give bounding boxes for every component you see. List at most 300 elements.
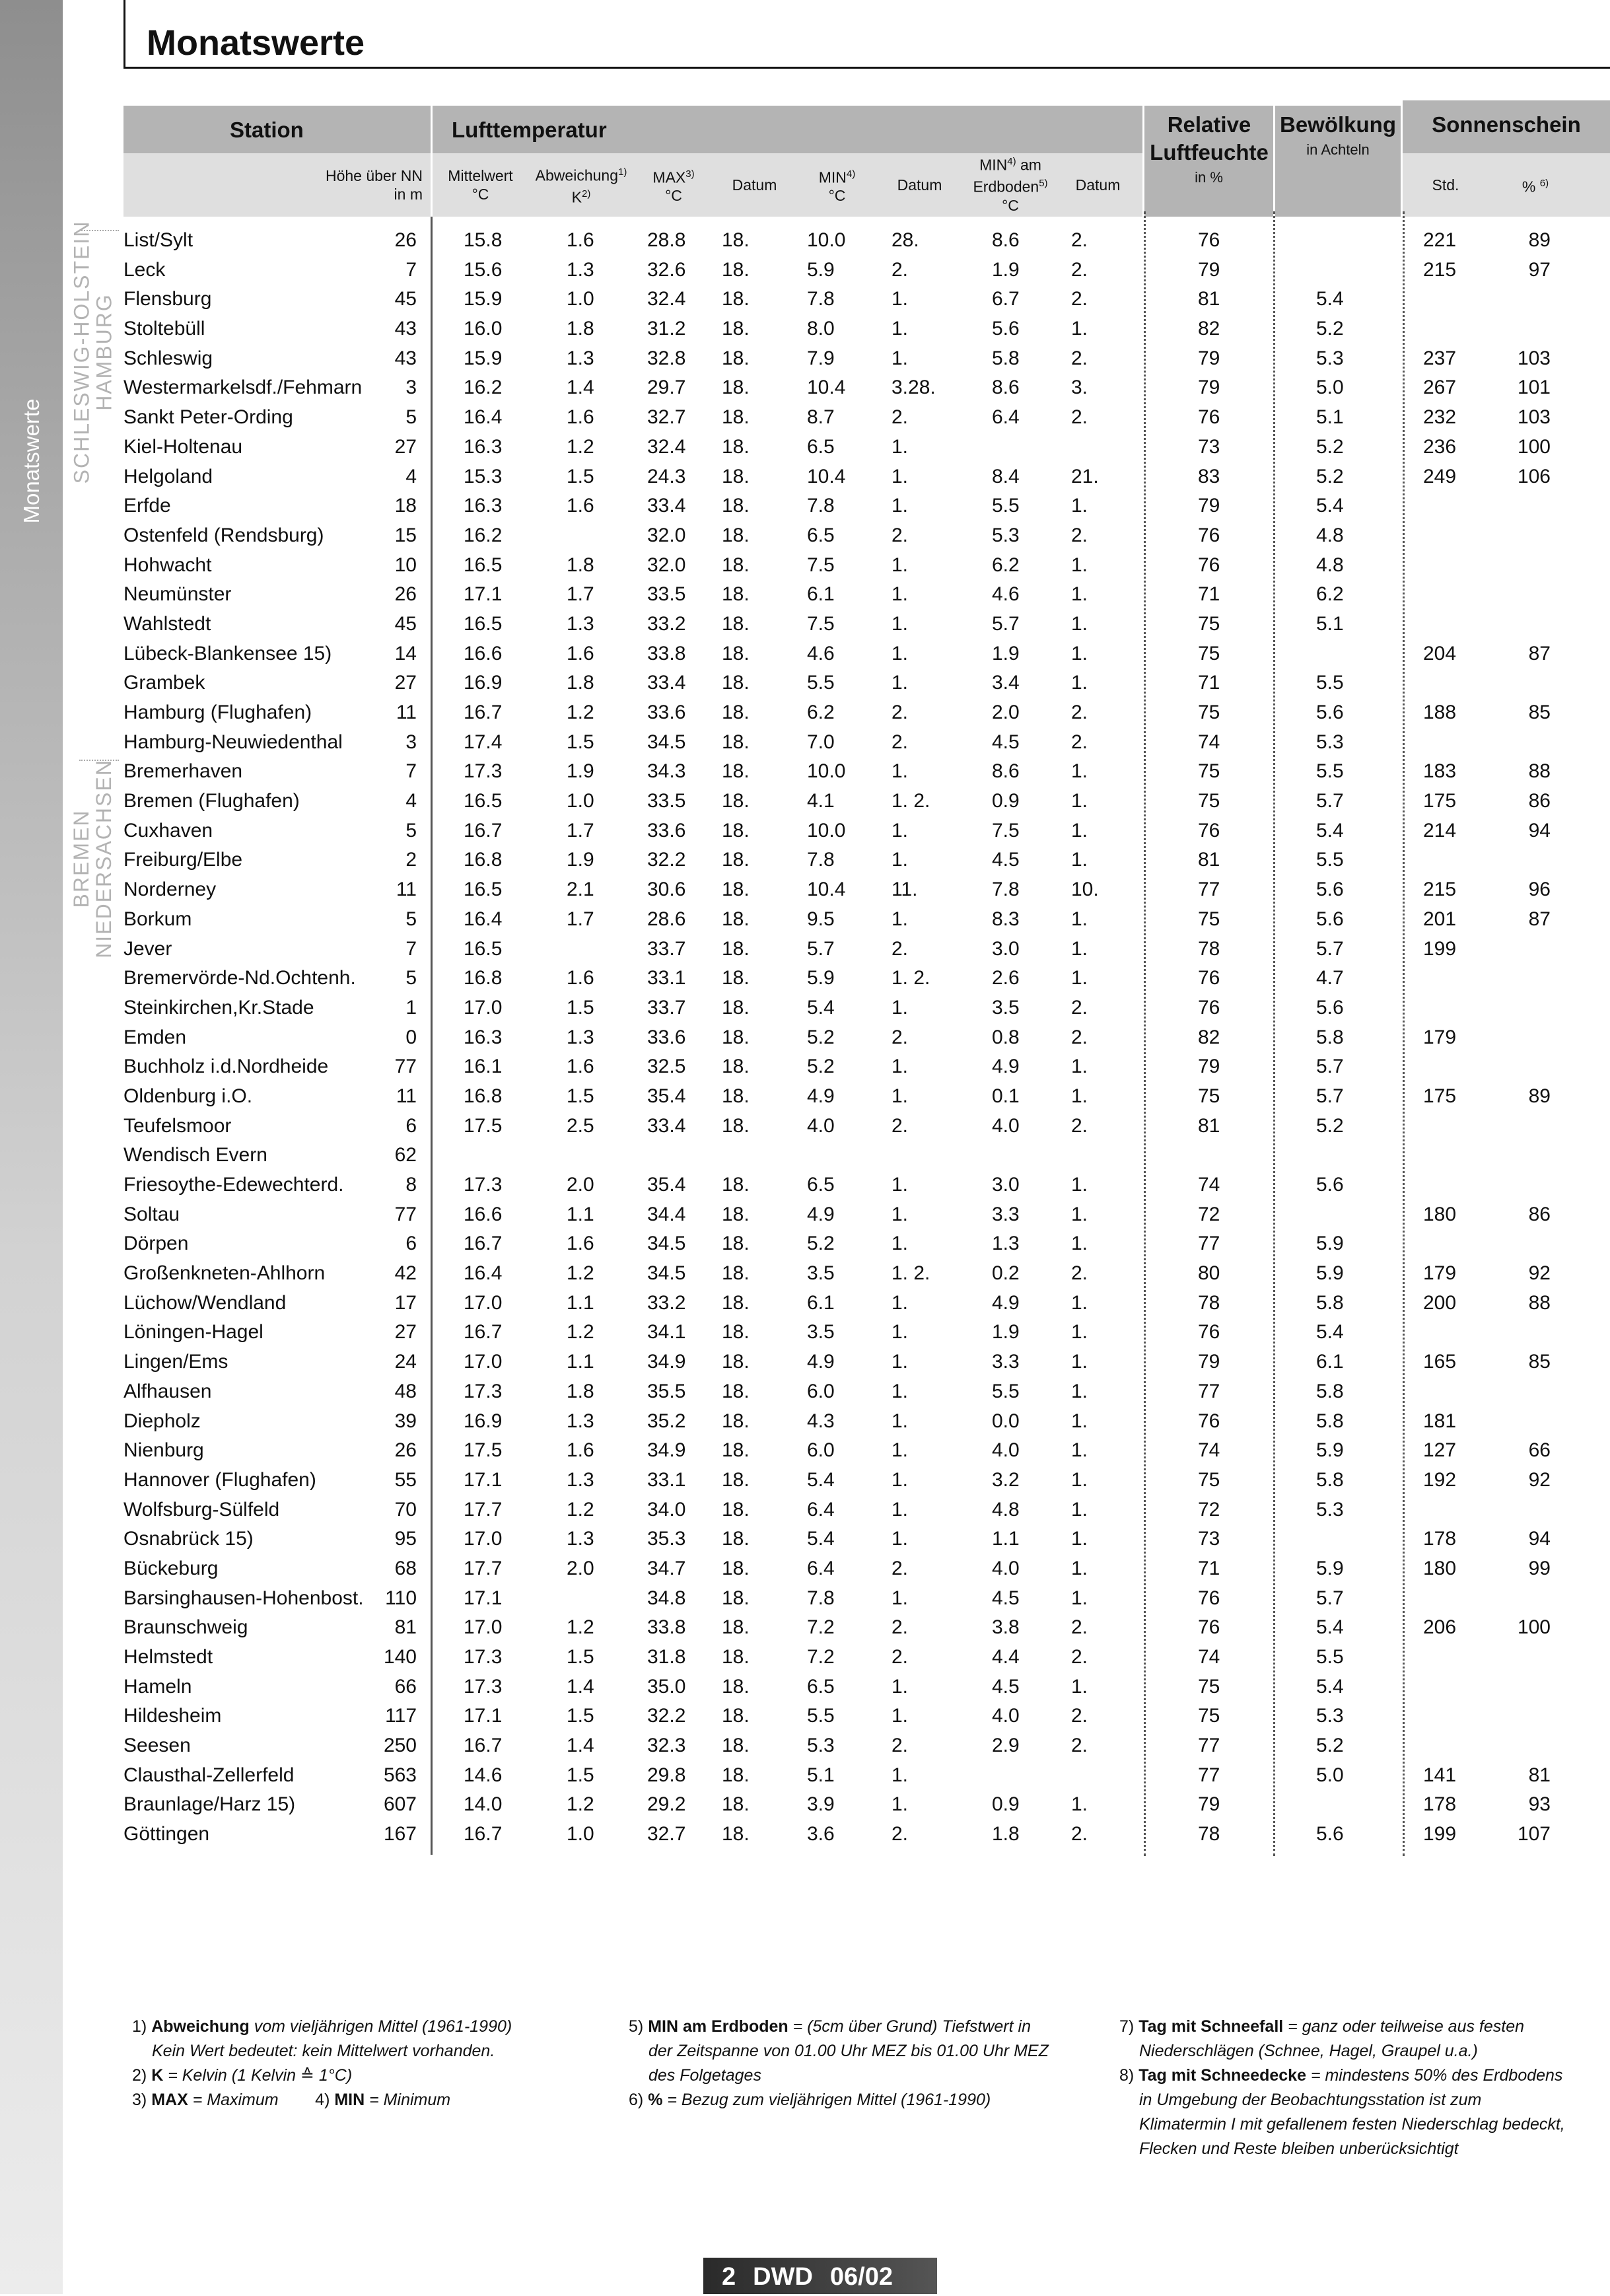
- station-name: Emden: [123, 1026, 187, 1048]
- ground-min-date-cell: 1.: [1071, 819, 1088, 842]
- ground-min-date-cell: 2.: [1071, 1026, 1088, 1048]
- height-cell: 5: [405, 908, 417, 930]
- max-temp-cell: 31.8: [647, 1646, 686, 1668]
- deviation-column-header: [528, 155, 634, 215]
- table-row: [0, 1052, 1610, 1082]
- footnote-5: 5) MIN am Erdboden = (5cm über Grund) Tiefstwert in: [629, 2017, 1031, 2036]
- cloud-cell: 5.9: [1316, 1233, 1344, 1255]
- table-row: [0, 993, 1610, 1023]
- ground-min-cell: 4.0: [992, 1439, 1020, 1462]
- min-date-cell: 1.: [892, 1410, 909, 1432]
- deviation-cell: 1.3: [567, 1528, 594, 1550]
- station-name: Bückeburg: [123, 1557, 219, 1579]
- height-cell: 4: [405, 790, 417, 812]
- sun-hours-cell: 215: [1423, 879, 1457, 901]
- table-row: [0, 1761, 1610, 1791]
- table-row: [0, 462, 1610, 492]
- station-name: Bremerhaven: [123, 760, 243, 783]
- height-cell: 17: [394, 1291, 417, 1314]
- ground-min-cell: 6.2: [992, 554, 1020, 576]
- humidity-cell: 76: [1198, 1587, 1220, 1609]
- sun-hours-cell: 249: [1423, 465, 1457, 487]
- max-date-cell: 18.: [722, 377, 750, 399]
- ground-min-cell: 5.5: [992, 1380, 1020, 1402]
- sun-percent-cell: 88: [1528, 760, 1551, 783]
- deviation-cell: 1.2: [567, 1616, 594, 1639]
- max-temp-cell: 32.0: [647, 554, 686, 576]
- max-temp-cell: 33.8: [647, 642, 686, 664]
- mean-temp-cell: 15.3: [464, 465, 503, 487]
- ground-min-date-cell: 1.: [1071, 1380, 1088, 1402]
- table-row: [0, 1702, 1610, 1731]
- table-row: [0, 373, 1610, 403]
- max-date-cell: 18.: [722, 701, 750, 723]
- humidity-cell: 71: [1198, 1557, 1220, 1579]
- ground-min-date-cell: 2.: [1071, 1823, 1088, 1846]
- table-row: [0, 935, 1610, 964]
- station-name: Bremervörde-Nd.Ochtenh.: [123, 967, 356, 989]
- mean-temp-cell: 15.9: [464, 288, 503, 310]
- max-date-cell: 18.: [722, 790, 750, 812]
- cloud-cell: 5.7: [1316, 1587, 1344, 1609]
- station-name: Cuxhaven: [123, 819, 213, 842]
- station-name: Grambek: [123, 672, 205, 694]
- ground-min-cell: 4.5: [992, 849, 1020, 871]
- station-name: Helgoland: [123, 465, 213, 487]
- ground-min-cell: 0.9: [992, 790, 1020, 812]
- deviation-cell: 1.6: [567, 1439, 594, 1462]
- min-temp-cell: 6.1: [807, 583, 835, 606]
- deviation-cell: 1.9: [567, 760, 594, 783]
- station-name: Neumünster: [123, 583, 232, 606]
- sun-percent-cell: 101: [1517, 377, 1551, 399]
- min-date-cell: 1.: [892, 465, 909, 487]
- humidity-cell: 81: [1198, 1114, 1220, 1137]
- max-date-cell: 18.: [722, 1380, 750, 1402]
- ground-min-date-cell: 1.: [1071, 760, 1088, 783]
- humidity-cell: 73: [1198, 435, 1220, 458]
- min-date-cell: 1.: [892, 1174, 909, 1196]
- max-temp-cell: 34.5: [647, 731, 686, 753]
- humidity-cell: 76: [1198, 1410, 1220, 1432]
- mean-temp-cell: 15.8: [464, 229, 503, 251]
- sun-percent-cell: 66: [1528, 1439, 1551, 1462]
- deviation-cell: 2.5: [567, 1114, 594, 1137]
- ground-min-header-line2: Erdboden: [973, 178, 1039, 196]
- sun-percent-cell: 94: [1528, 819, 1551, 842]
- table-row: [0, 1377, 1610, 1407]
- height-cell: 11: [396, 1085, 417, 1107]
- station-name: Flensburg: [123, 288, 212, 310]
- sun-percent-cell: 107: [1517, 1823, 1551, 1846]
- max-temp-cell: 33.6: [647, 701, 686, 723]
- height-header-line2: in m: [394, 186, 423, 203]
- humidity-cell: 76: [1198, 819, 1220, 842]
- station-name: Seesen: [123, 1735, 191, 1757]
- ground-min-date-cell: 1.: [1071, 1675, 1088, 1698]
- max-date-cell: 18.: [722, 1646, 750, 1668]
- min-date-cell: 1.: [892, 347, 909, 369]
- height-column-header: [291, 155, 423, 215]
- min-date-cell: 1.: [892, 1291, 909, 1314]
- max-temp-cell: 30.6: [647, 879, 686, 901]
- ground-min-cell: 5.6: [992, 318, 1020, 340]
- sun-percent-cell: 86: [1528, 1203, 1551, 1225]
- station-name: Teufelsmoor: [123, 1114, 232, 1137]
- humidity-cell: 76: [1198, 967, 1220, 989]
- height-cell: 95: [394, 1528, 417, 1550]
- min-date-cell: 2.: [892, 1823, 909, 1846]
- ground-min-date-cell: 1.: [1071, 967, 1088, 989]
- ground-min-date-cell: 2.: [1071, 1262, 1088, 1285]
- min-temp-cell: 6.5: [807, 1174, 835, 1196]
- mean-temp-cell: 16.7: [464, 1233, 503, 1255]
- mean-temp-cell: 17.1: [464, 583, 503, 606]
- ground-min-date-cell: 1.: [1071, 1351, 1088, 1373]
- max-date-cell: 18.: [722, 819, 750, 842]
- min-temp-cell: 5.2: [807, 1026, 835, 1048]
- table-row: [0, 639, 1610, 669]
- deviation-cell: 1.7: [567, 819, 594, 842]
- ground-min-date-cell: 1.: [1071, 1321, 1088, 1344]
- mean-temp-cell: 14.0: [464, 1793, 503, 1816]
- min-temp-cell: 6.5: [807, 1675, 835, 1698]
- table-row: [0, 1643, 1610, 1672]
- footnote-7-line2: Niederschlägen (Schnee, Hagel, Graupel u.a.): [1139, 2042, 1478, 2060]
- station-name: Nienburg: [123, 1439, 204, 1462]
- humidity-cell: 77: [1198, 1735, 1220, 1757]
- max-date-cell: 18.: [722, 465, 750, 487]
- ground-min-cell: 7.5: [992, 819, 1020, 842]
- humidity-cell: 82: [1198, 1026, 1220, 1048]
- min-temp-cell: 5.9: [807, 258, 835, 281]
- ground-min-date-cell: 1.: [1071, 583, 1088, 606]
- max-date-cell: 18.: [722, 1351, 750, 1373]
- height-cell: 7: [405, 760, 417, 783]
- deviation-cell: 1.5: [567, 465, 594, 487]
- ground-min-cell: 0.1: [992, 1085, 1020, 1107]
- ground-min-cell: 2.0: [992, 701, 1020, 723]
- min-temp-cell: 6.4: [807, 1498, 835, 1521]
- ground-min-header-am: am: [1020, 157, 1041, 174]
- humidity-cell: 76: [1198, 229, 1220, 251]
- min-temp-cell: 4.1: [807, 790, 835, 812]
- ground-min-date-cell: 2.: [1071, 1114, 1088, 1137]
- table-row: [0, 344, 1610, 374]
- ground-min-date-cell: 2.: [1071, 701, 1088, 723]
- max-date-cell: 18.: [722, 288, 750, 310]
- sun-hours-cell: 175: [1423, 790, 1457, 812]
- mean-temp-cell: 15.6: [464, 258, 503, 281]
- min-date-cell: 1.: [892, 1793, 909, 1816]
- station-name: Großenkneten-Ahlhorn: [123, 1262, 326, 1285]
- ground-min-date-cell: 2.: [1071, 731, 1088, 753]
- deviation-cell: 1.0: [567, 288, 594, 310]
- table-row: [0, 1347, 1610, 1377]
- deviation-cell: 1.8: [567, 1380, 594, 1402]
- humidity-cell: 74: [1198, 731, 1220, 753]
- max-date-cell: 18.: [722, 1793, 750, 1816]
- footnote-1: 1) Abweichung vom vieljährigen Mittel (1961-1990): [132, 2017, 512, 2036]
- humidity-cell: 77: [1198, 1233, 1220, 1255]
- station-column-title: Station: [230, 118, 304, 142]
- height-cell: 5: [405, 406, 417, 429]
- sun-percent-cell: 85: [1528, 701, 1551, 723]
- max-header-line2: °C: [665, 187, 682, 205]
- table-row: [0, 1525, 1610, 1554]
- cloud-cell: 4.8: [1316, 524, 1344, 546]
- table-row: [0, 1495, 1610, 1525]
- min-date-cell: 1.: [892, 1675, 909, 1698]
- min-temp-cell: 4.9: [807, 1203, 835, 1225]
- mean-temp-cell: 16.4: [464, 908, 503, 930]
- deviation-cell: 1.1: [567, 1291, 594, 1314]
- min-date-cell: 1.: [892, 1321, 909, 1344]
- min-date-cell: 1.: [892, 1498, 909, 1521]
- sun-percent-cell: 88: [1528, 1291, 1551, 1314]
- min-date-cell: 1.: [892, 1085, 909, 1107]
- min-temp-cell: 6.4: [807, 1557, 835, 1579]
- table-row: [0, 1082, 1610, 1112]
- height-cell: 45: [394, 612, 417, 635]
- max-date-cell: 18.: [722, 1410, 750, 1432]
- min-temp-cell: 6.0: [807, 1380, 835, 1402]
- cloud-cell: 5.8: [1316, 1468, 1344, 1491]
- humidity-cell: 76: [1198, 996, 1220, 1019]
- station-name: List/Sylt: [123, 229, 193, 251]
- humidity-cell: 72: [1198, 1498, 1220, 1521]
- ground-min-date-cell: 1.: [1071, 1557, 1088, 1579]
- ground-min-cell: 3.3: [992, 1203, 1020, 1225]
- min-date-cell: 1.: [892, 318, 909, 340]
- min-date-cell: 1.: [892, 849, 909, 871]
- ground-min-cell: 3.4: [992, 672, 1020, 694]
- mean-temp-cell: 17.4: [464, 731, 503, 753]
- sun-hours-cell: 232: [1423, 406, 1457, 429]
- mean-temp-cell: 17.3: [464, 1380, 503, 1402]
- table-row: [0, 226, 1610, 256]
- min-date-cell: 1.: [892, 1380, 909, 1402]
- min-temp-cell: 7.8: [807, 1587, 835, 1609]
- table-row: [0, 1023, 1610, 1053]
- station-name: Freiburg/Elbe: [123, 849, 243, 871]
- ground-min-cell: 4.6: [992, 583, 1020, 606]
- sun-percent-cell: 89: [1528, 1085, 1551, 1107]
- cloud-cell: 5.4: [1316, 495, 1344, 517]
- mean-temp-cell: 16.7: [464, 819, 503, 842]
- title-frame: [123, 0, 1610, 69]
- sun-percent-cell: 99: [1528, 1557, 1551, 1579]
- table-row: [0, 1229, 1610, 1259]
- cloud-cell: 5.6: [1316, 908, 1344, 930]
- cloud-cell: 5.9: [1316, 1557, 1344, 1579]
- min-temp-cell: 7.5: [807, 554, 835, 576]
- deviation-footnote-ref: 1): [617, 166, 627, 178]
- max-temp-cell: 32.3: [647, 1735, 686, 1757]
- cloud-cell: 5.4: [1316, 288, 1344, 310]
- sun-percent-cell: 87: [1528, 642, 1551, 664]
- ground-min-date-cell: 1.: [1071, 1203, 1088, 1225]
- sun-hours-cell: 201: [1423, 908, 1457, 930]
- deviation-cell: 1.8: [567, 672, 594, 694]
- ground-min-date-cell: 1.: [1071, 849, 1088, 871]
- footnotes-column-1: [132, 2015, 594, 2112]
- ground-min-date-cell: 2.: [1071, 406, 1088, 429]
- mean-temp-cell: 17.7: [464, 1498, 503, 1521]
- max-footnote-ref: 3): [685, 168, 695, 180]
- max-temp-cell: 33.4: [647, 495, 686, 517]
- sun-percent-cell: 103: [1517, 406, 1551, 429]
- max-temp-cell: 34.9: [647, 1351, 686, 1373]
- ground-min-date-cell: 1.: [1071, 612, 1088, 635]
- max-date-cell: 18.: [722, 908, 750, 930]
- footnote-8-line2: in Umgebung der Beobachtungsstation ist zum: [1139, 2091, 1482, 2109]
- min-temp-cell: 9.5: [807, 908, 835, 930]
- footnotes-column-3: [1119, 2015, 1608, 2161]
- deviation-cell: 1.2: [567, 1321, 594, 1344]
- cloud-cell: 6.2: [1316, 583, 1344, 606]
- min-date-cell: 1.: [892, 996, 909, 1019]
- humidity-group-title: Relative Luftfeuchte: [1150, 112, 1269, 164]
- deviation-cell: 1.2: [567, 1793, 594, 1816]
- height-cell: 77: [394, 1056, 417, 1078]
- max-temp-cell: 33.8: [647, 1616, 686, 1639]
- ground-min-cell: 4.0: [992, 1557, 1020, 1579]
- deviation-cell: 1.4: [567, 377, 594, 399]
- cloud-group-title: Bewölkung: [1279, 112, 1396, 137]
- deviation-cell: 1.3: [567, 612, 594, 635]
- humidity-cell: 78: [1198, 1291, 1220, 1314]
- station-name: Braunschweig: [123, 1616, 248, 1639]
- deviation-cell: 1.1: [567, 1203, 594, 1225]
- cloud-cell: 4.7: [1316, 967, 1344, 989]
- max-date-cell: 18.: [722, 347, 750, 369]
- sun-hours-cell: 181: [1423, 1410, 1457, 1432]
- station-name: Clausthal-Zellerfeld: [123, 1764, 295, 1786]
- humidity-cell: 75: [1198, 701, 1220, 723]
- station-name: Hohwacht: [123, 554, 212, 576]
- publisher: DWD: [753, 2263, 813, 2291]
- min-date-cell: 1.: [892, 495, 909, 517]
- min-temp-cell: 7.8: [807, 288, 835, 310]
- min-date-cell: 1.: [892, 1439, 909, 1462]
- ground-min-date-cell: 1.: [1071, 1793, 1088, 1816]
- ground-min-date-cell: 1.: [1071, 1587, 1088, 1609]
- sun-hours-cell: 206: [1423, 1616, 1457, 1639]
- height-cell: 607: [383, 1793, 417, 1816]
- min-temp-cell: 6.5: [807, 524, 835, 546]
- min-date-cell: 2.: [892, 1026, 909, 1048]
- height-cell: 62: [394, 1144, 417, 1166]
- ground-min-date-cell: 1.: [1071, 642, 1088, 664]
- sun-percent-cell: 106: [1517, 465, 1551, 487]
- table-row: [0, 845, 1610, 875]
- page-footer-badge: [703, 2258, 937, 2294]
- mean-temp-cell: 16.5: [464, 612, 503, 635]
- page-title: Monatswerte: [147, 23, 365, 63]
- ground-min-date-cell: 1.: [1071, 908, 1088, 930]
- cloud-cell: 5.5: [1316, 760, 1344, 783]
- max-date-cell: 18.: [722, 1823, 750, 1846]
- cloud-cell: 5.1: [1316, 612, 1344, 635]
- max-date-cell: 18.: [722, 583, 750, 606]
- deviation-cell: 1.2: [567, 701, 594, 723]
- min-temp-cell: 6.1: [807, 1291, 835, 1314]
- height-cell: 167: [383, 1823, 417, 1846]
- station-name: Braunlage/Harz 15): [123, 1793, 296, 1816]
- section-tab-label: Monatswerte: [19, 398, 44, 524]
- deviation-cell: 1.2: [567, 435, 594, 458]
- max-temp-cell: 29.7: [647, 377, 686, 399]
- min-date-cell: 2.: [892, 1646, 909, 1668]
- height-cell: 43: [394, 347, 417, 369]
- deviation-cell: 1.3: [567, 1410, 594, 1432]
- deviation-cell: 1.3: [567, 258, 594, 281]
- station-name: Oldenburg i.O.: [123, 1085, 253, 1107]
- mean-temp-cell: 16.0: [464, 318, 503, 340]
- max-temp-cell: 32.2: [647, 1705, 686, 1727]
- table-row: [0, 1289, 1610, 1318]
- max-date-cell: 18.: [722, 1085, 750, 1107]
- cloud-cell: 5.2: [1316, 465, 1344, 487]
- min-temp-cell: 4.6: [807, 642, 835, 664]
- sun-hours-cell: 127: [1423, 1439, 1457, 1462]
- min-temp-cell: 10.4: [807, 879, 846, 901]
- humidity-cell: 81: [1198, 288, 1220, 310]
- deviation-cell: 1.8: [567, 554, 594, 576]
- station-name: Osnabrück 15): [123, 1528, 254, 1550]
- ground-min-date-cell: 21.: [1071, 465, 1099, 487]
- max-date-cell: 18.: [722, 672, 750, 694]
- table-row: [0, 875, 1610, 905]
- footnote-6: 6) % = Bezug zum vieljährigen Mittel (1961-1990): [629, 2091, 991, 2109]
- max-date-cell: 18.: [722, 967, 750, 989]
- mean-temp-cell: 16.5: [464, 554, 503, 576]
- humidity-cell: 74: [1198, 1174, 1220, 1196]
- mean-temp-cell: 16.3: [464, 435, 503, 458]
- min-temp-cell: 3.5: [807, 1262, 835, 1285]
- ground-min-cell: 4.5: [992, 1587, 1020, 1609]
- ground-min-cell: 5.8: [992, 347, 1020, 369]
- height-cell: 55: [394, 1468, 417, 1491]
- table-row: [0, 1259, 1610, 1289]
- ground-min-cell: 8.6: [992, 760, 1020, 783]
- ground-min-date-cell: 1.: [1071, 1498, 1088, 1521]
- deviation-cell: 1.3: [567, 1468, 594, 1491]
- min-date-cell: 2.: [892, 524, 909, 546]
- humidity-cell: 80: [1198, 1262, 1220, 1285]
- ground-min-date-cell: 1.: [1071, 318, 1088, 340]
- height-cell: 27: [394, 1321, 417, 1344]
- station-name: Diepholz: [123, 1410, 201, 1432]
- sun-hours-cell: 180: [1423, 1557, 1457, 1579]
- ground-min-cell: 3.0: [992, 1174, 1020, 1196]
- ground-min-date-cell: 1.: [1071, 1056, 1088, 1078]
- station-name: Kiel-Holtenau: [123, 435, 243, 458]
- ground-min-date-cell: 2.: [1071, 1705, 1088, 1727]
- ground-min-cell: 3.5: [992, 996, 1020, 1019]
- table-row: [0, 1672, 1610, 1702]
- cloud-cell: 5.6: [1316, 1174, 1344, 1196]
- humidity-cell: 79: [1198, 1793, 1220, 1816]
- ground-min-cell: 8.3: [992, 908, 1020, 930]
- height-cell: 7: [405, 937, 417, 960]
- cloud-cell: 5.7: [1316, 1085, 1344, 1107]
- sun-hours-cell: 188: [1423, 701, 1457, 723]
- table-row: [0, 433, 1610, 462]
- height-cell: 27: [394, 435, 417, 458]
- mean-temp-cell: 17.1: [464, 1705, 503, 1727]
